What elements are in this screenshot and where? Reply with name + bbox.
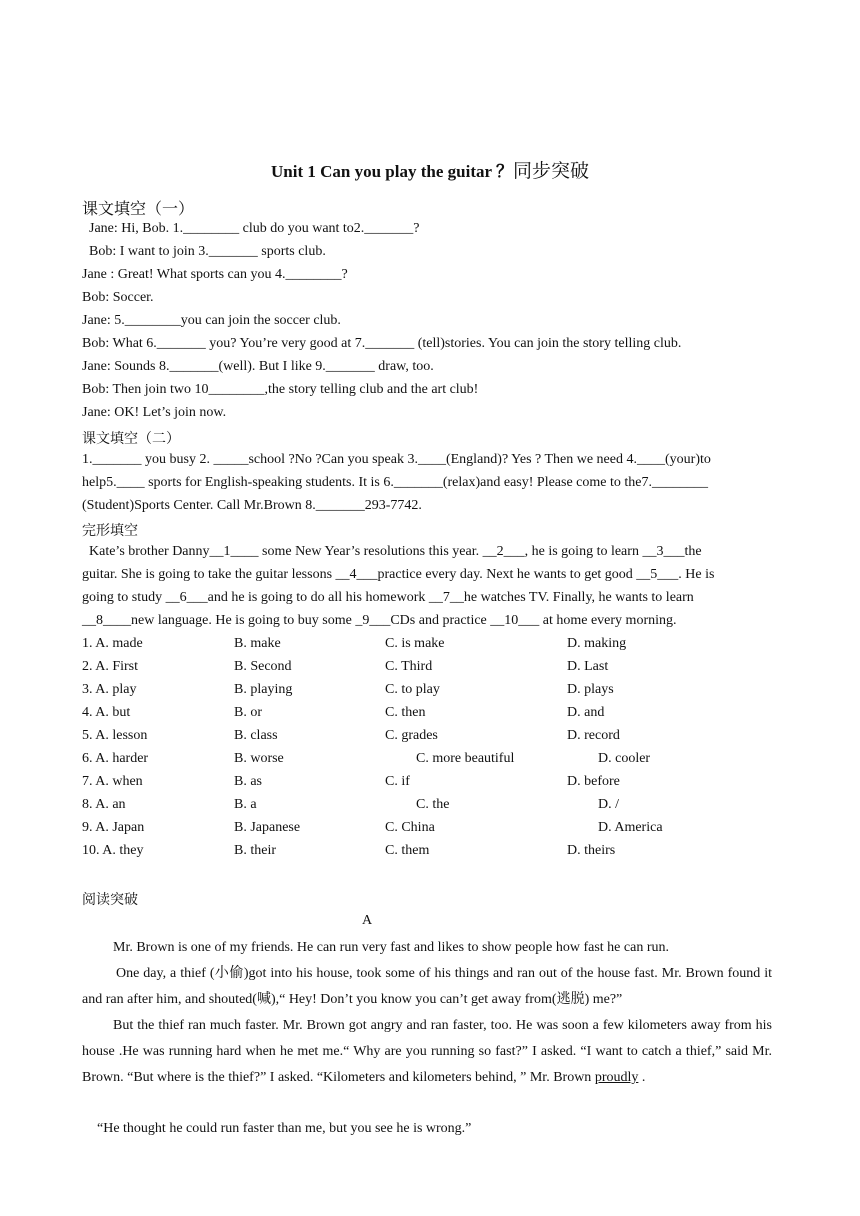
passage-line: (Student)Sports Center. Call Mr.Brown 8._______293-7742. [82, 498, 422, 513]
option-b: B. as [234, 774, 262, 789]
option-d: D. Last [567, 659, 609, 674]
paragraph-3-text: But the thief ran much faster. Mr. Brown got angry and ran faster, too. He was soon a few kilometers away from his house .He was running hard when he met me.“ Why are you running so fast?” I asked. “I want to catch a thief,” said Mr. Brown. “But where is the thief?” I asked. “Kilometers and kilometers behind, ” Mr. Brown [82, 1018, 772, 1085]
option-b: B. Second [234, 659, 292, 674]
option-c: C. if [385, 774, 410, 789]
dialogue-line: Jane: OK! Let’s join now. [82, 405, 227, 420]
passage-line: 1._______ you busy 2. _____school ?No ?Can you speak 3.____(England)? Yes ? Then we need 4.____(your)to [82, 452, 711, 467]
option-d: D. and [567, 705, 605, 720]
option-a: 8. A. an [82, 797, 126, 812]
cloze-line: guitar. She is going to take the guitar lessons __4___practice every day. Next he wants to get good __5___. He is [82, 567, 715, 582]
option-b: B. class [234, 728, 278, 743]
option-c: C. more beautiful [416, 751, 515, 766]
dialogue-line: Jane: Sounds 8._______(well). But I like 9._______ draw, too. [82, 359, 434, 374]
passage-label: A [362, 913, 373, 928]
dialogue-line: Jane: 5.________you can join the soccer club. [82, 313, 341, 328]
option-a: 4. A. but [82, 705, 131, 720]
option-a: 9. A. Japan [82, 820, 145, 835]
option-d: D. / [598, 797, 619, 812]
option-a: 3. A. play [82, 682, 137, 697]
option-c: C. the [416, 797, 450, 812]
option-a: 1. A. made [82, 636, 143, 651]
section1-heading: 课文填空（一） [82, 199, 195, 218]
option-a: 6. A. harder [82, 751, 149, 766]
option-d: D. cooler [598, 751, 651, 766]
option-a: 2. A. First [82, 659, 139, 674]
underlined-word: proudly [594, 1070, 639, 1085]
option-a: 10. A. they [82, 843, 144, 858]
dialogue-line: Bob: Then join two 10________,the story telling club and the art club! [82, 382, 479, 397]
dialogue-line: Bob: Soccer. [82, 290, 154, 305]
cloze-line: going to study __6___and he is going to do all his homework __7__he watches TV. Finally, he wants to learn [82, 590, 694, 605]
title-english: Unit 1 Can you play the guitar ？ [271, 162, 513, 181]
reading-paragraph-3 [82, 1013, 772, 1091]
dialogue-line: Jane: Hi, Bob. 1.________ club do you want to2._______? [89, 221, 420, 236]
option-d: D. before [567, 774, 620, 789]
reading-paragraph-1: Mr. Brown is one of my friends. He can run very fast and likes to show people how fast he can run. [113, 940, 669, 955]
reading-paragraph-2: One day, a thief (小偷)got into his house, took some of his things and ran out of the house fast. Mr. Brown found it and ran after him, and shouted(喊),“ Hey! Don’t you know you can’t get away from(逃脱) me?” [82, 966, 772, 1007]
cloze-line: Kate’s brother Danny__1____ some New Year’s resolutions this year. __2___, he is going to learn __3___the [89, 544, 702, 559]
option-c: C. then [385, 705, 426, 720]
option-c: C. is make [385, 636, 445, 651]
option-c: C. China [385, 820, 435, 835]
option-c: C. grades [385, 728, 438, 743]
option-b: B. their [234, 843, 276, 858]
option-d: D. America [598, 820, 663, 835]
passage-line: help5.____ sports for English-speaking students. It is 6._______(relax)and easy! Please come to the7.________ [82, 475, 708, 490]
option-b: B. make [234, 636, 281, 651]
page-title [0, 156, 860, 183]
section2-heading: 课文填空（二） [82, 431, 180, 447]
option-b: B. playing [234, 682, 293, 697]
section4-heading: 阅读突破 [82, 892, 138, 908]
option-b: B. or [234, 705, 262, 720]
option-b: B. worse [234, 751, 284, 766]
dialogue-line: Jane : Great! What sports can you 4.________? [82, 267, 348, 282]
cloze-line: __8____new language. He is going to buy some _9___CDs and practice __10___ at home every morning. [82, 613, 677, 628]
dialogue-line: Bob: What 6._______ you? You’re very good at 7._______ (tell)stories. You can join the story telling club. [82, 336, 682, 351]
option-a: 5. A. lesson [82, 728, 148, 743]
option-d: D. theirs [567, 843, 616, 858]
option-d: D. record [567, 728, 620, 743]
reading-paragraph-4: “He thought he could run faster than me, but you see he is wrong.” [97, 1121, 472, 1136]
title-chinese: 同步突破 [512, 160, 589, 182]
option-b: B. Japanese [234, 820, 301, 835]
paragraph-3-tail: . [638, 1070, 646, 1085]
option-d: D. making [567, 636, 627, 651]
option-a: 7. A. when [82, 774, 143, 789]
option-d: D. plays [567, 682, 614, 697]
section3-heading: 完形填空 [82, 523, 138, 539]
option-b: B. a [234, 797, 257, 812]
option-c: C. to play [385, 682, 440, 697]
dialogue-line: Bob: I want to join 3._______ sports club. [89, 244, 326, 259]
option-c: C. Third [385, 659, 433, 674]
option-c: C. them [385, 843, 430, 858]
